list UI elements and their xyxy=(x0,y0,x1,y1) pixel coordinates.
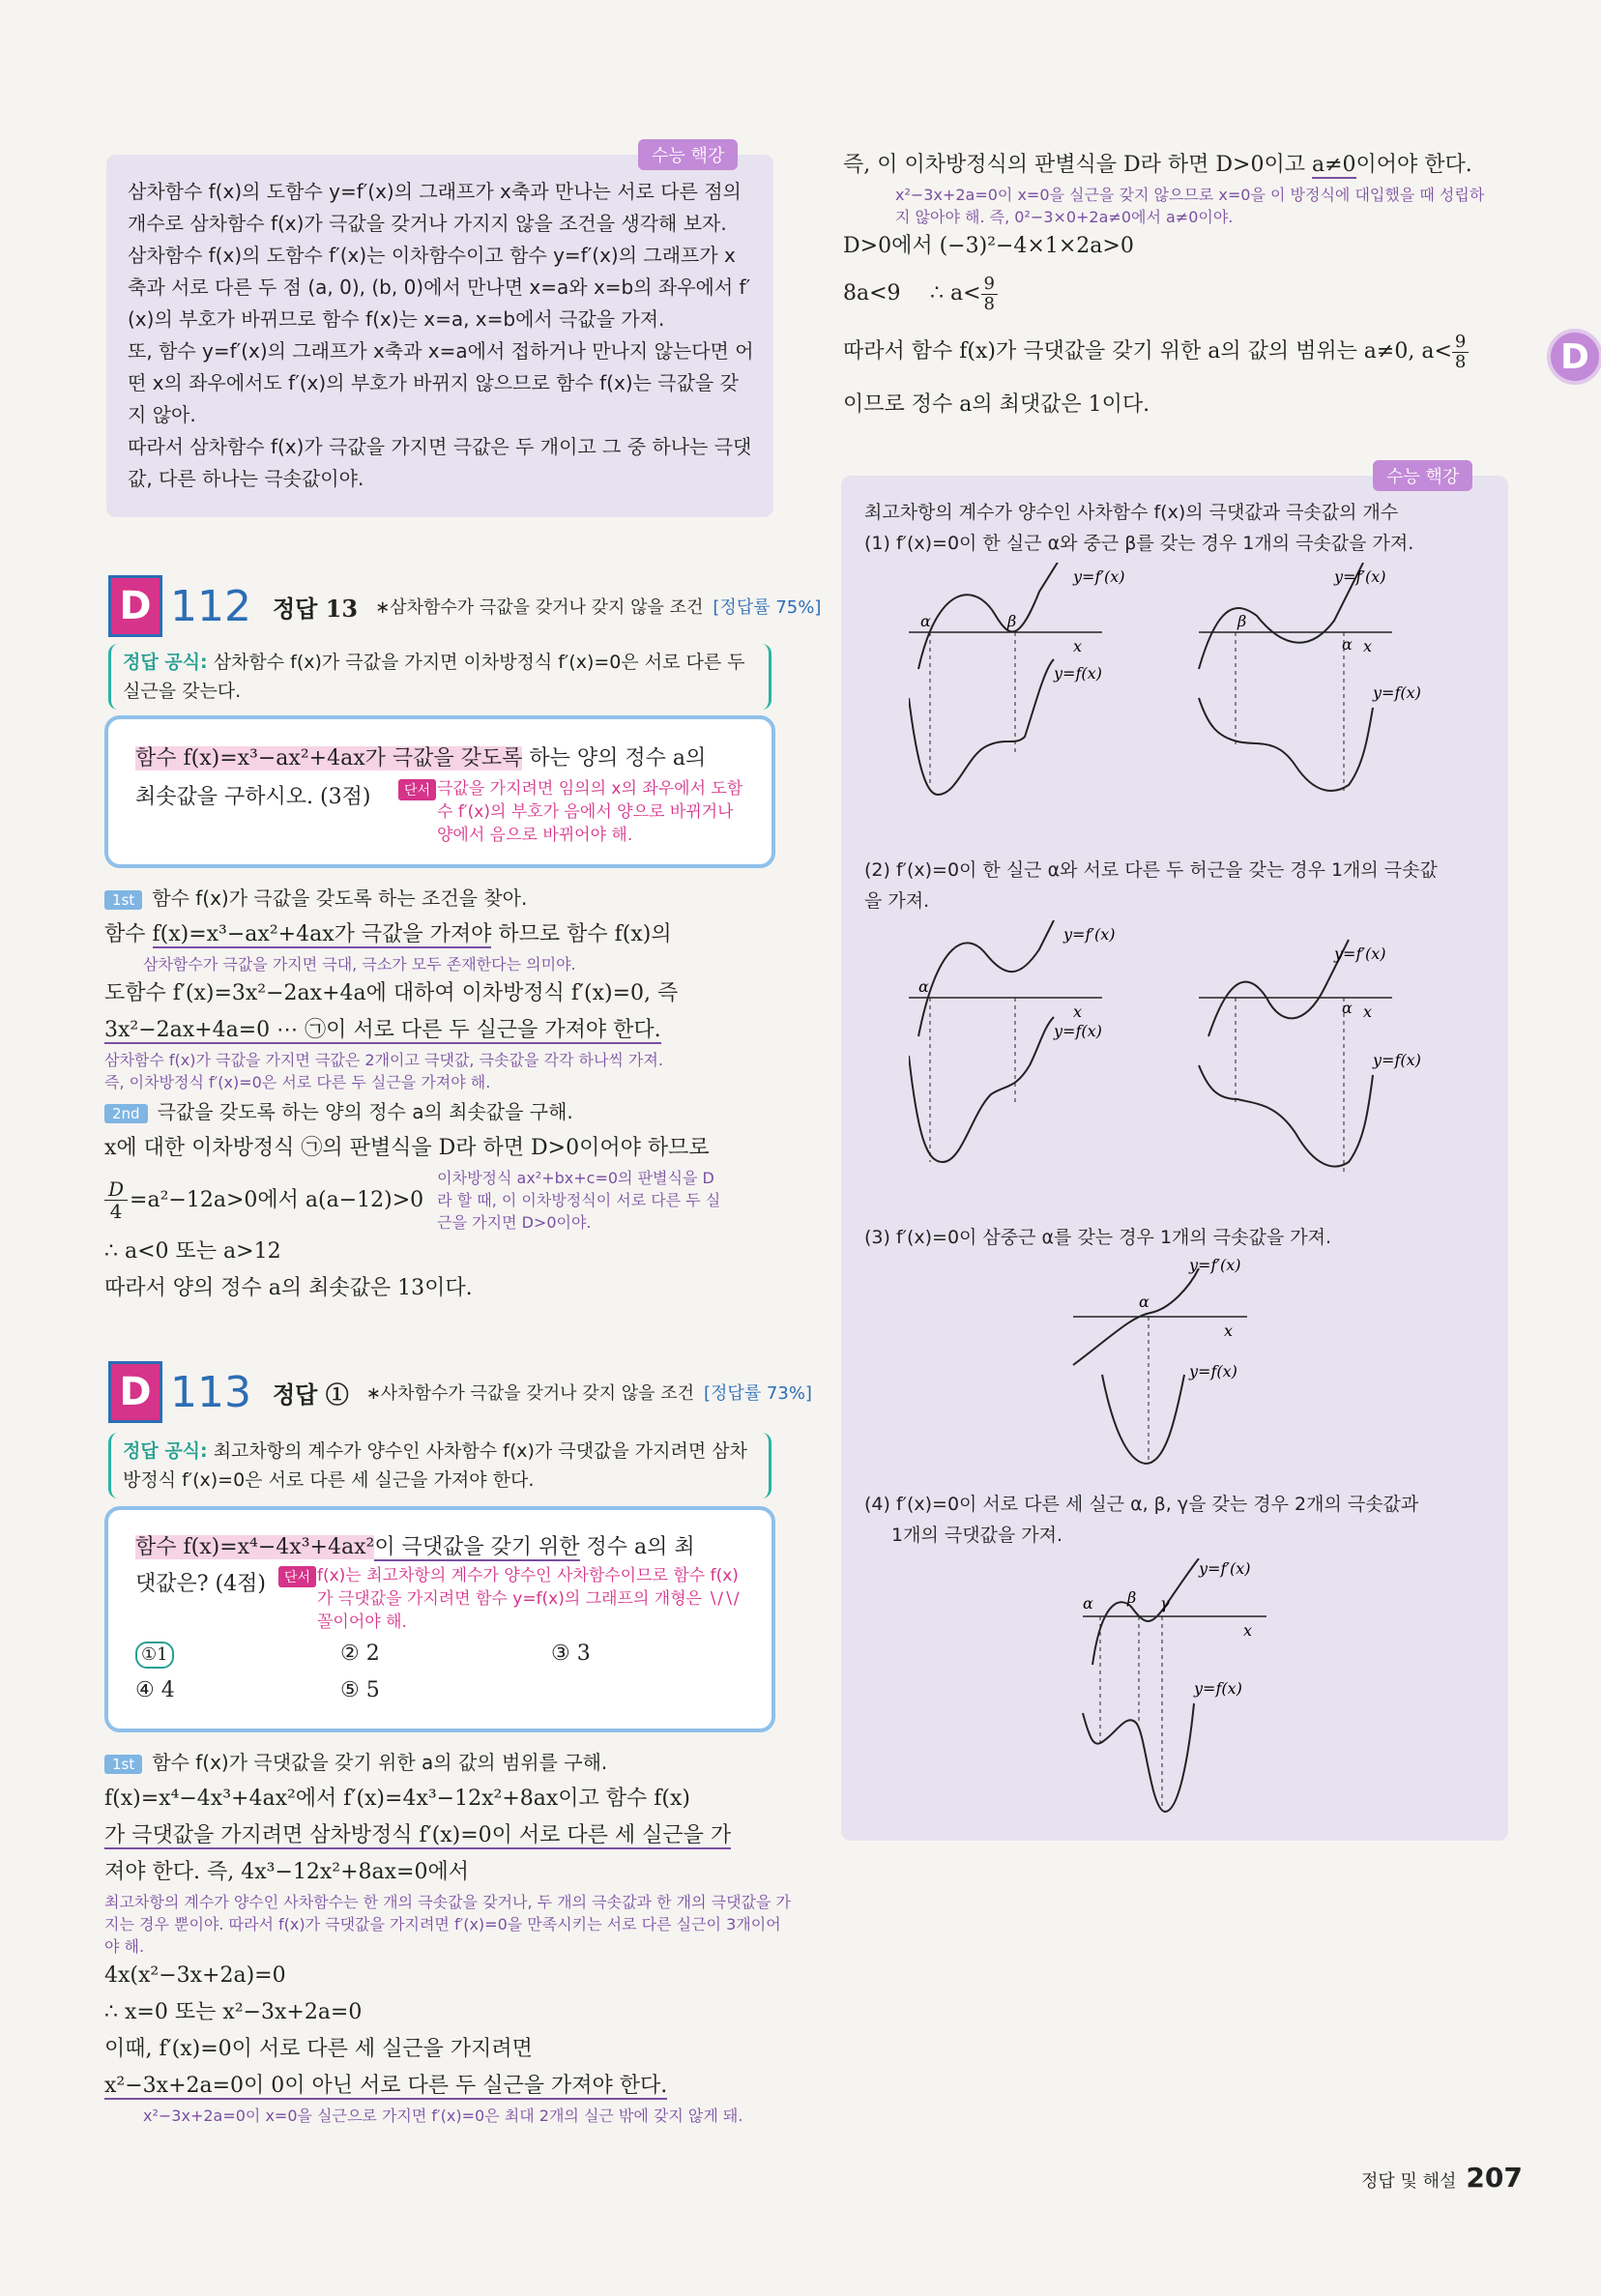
clue-note: 극값을 가지려면 임의의 x의 좌우에서 도함수 f′(x)의 부호가 음에서 양으로 바뀌거나 양에서 음으로 바뀌어야 해. xyxy=(437,779,743,845)
chapter-badge: D xyxy=(108,575,162,637)
step-title: 함수 f(x)가 극값을 갖도록 하는 조건을 찾아. xyxy=(152,886,528,910)
clue-tag: 단서 xyxy=(278,1566,316,1587)
derivative-curve xyxy=(918,563,1063,669)
derivative-curve xyxy=(918,920,1054,1036)
fp-label: y=f′(x) xyxy=(1073,567,1125,586)
right-line: 따라서 함수 f(x)가 극댓값을 갖기 위한 a의 값의 범위는 a≠0, a< xyxy=(843,339,1452,363)
footer-label: 정답 및 해설 xyxy=(1361,2171,1457,2192)
fraction-numerator: D xyxy=(104,1178,128,1201)
right-line: 즉, 이 이차방정식의 판별식을 D라 하면 D>0이고 xyxy=(843,153,1312,177)
alpha-label: α xyxy=(918,977,929,996)
f-label: y=f(x) xyxy=(1189,1362,1237,1381)
question-text: 하는 양의 정수 a의 xyxy=(522,746,707,770)
page-footer xyxy=(1361,2162,1523,2194)
fraction-numerator: 9 xyxy=(981,275,998,295)
concept-paragraph: 또, 함수 y=f′(x)의 그래프가 x축과 x=a에서 접하거나 만나지 않는다면 어떤 x의 좌우에서도 f′(x)의 부호가 바뀌지 않으므로 함수 f(x)는 극값을 갖지 않아. xyxy=(128,339,754,426)
beta-label: β xyxy=(1237,612,1247,630)
case-4-text: (4) f′(x)=0이 서로 다른 세 실근 α, β, γ을 갖는 경우 2개의 극솟값과 xyxy=(864,1494,1419,1515)
solution-text: 하므로 함수 f(x)의 xyxy=(491,922,672,946)
case-1-graphs xyxy=(909,563,1470,833)
derivative-curve xyxy=(1208,940,1349,1036)
solution-line: 져야 한다. 즉, 4x³−12x²+8ax=0에서 xyxy=(104,1860,469,1884)
top-concept-box xyxy=(106,146,773,517)
case-4-text: 1개의 극댓값을 가져. xyxy=(891,1525,1063,1546)
answer-formula xyxy=(108,1433,771,1498)
f-label: y=f(x) xyxy=(1373,1051,1421,1069)
concept-paragraph: 따라서 삼차함수 f(x)가 극값을 가지면 극값은 두 개이고 그 중 하나는 극댓값, 다른 하나는 극솟값이야. xyxy=(128,435,752,490)
choice-label: ①1 xyxy=(135,1642,174,1669)
case-3-graph xyxy=(1054,1259,1305,1481)
chapter-side-tab: D xyxy=(1547,329,1601,385)
question-112-header xyxy=(108,575,821,637)
fp-label: y=f′(x) xyxy=(1063,925,1116,944)
formula-label: 정답 공식: xyxy=(123,1440,208,1462)
question-number: 113 xyxy=(170,1367,251,1417)
case-2-right-graph xyxy=(1199,940,1421,1172)
question-text: 정수 a의 최 xyxy=(579,1535,695,1559)
solution-note: 즉, 이차방정식 f′(x)=0은 서로 다른 두 실근을 가져야 해. xyxy=(104,1073,491,1091)
beta-label: β xyxy=(1127,1588,1137,1607)
solution-note: 삼차함수가 극값을 가지면 극대, 극소가 모두 존재한다는 의미야. xyxy=(143,955,576,974)
fraction-denominator: 8 xyxy=(1454,351,1467,372)
concept-paragraph: 삼차함수 f(x)의 도함수 f′(x)는 이차함수이고 함수 y=f′(x)의 그래프가 x축과 서로 다른 두 점 (a, 0), (b, 0)에서 만나면 x=a와 x=b의 좌우에서 f′(x)의 부호가 바뀌므로 함수 f(x)는 x=a, x=b에서 극값을 가져. xyxy=(128,244,751,331)
solution-line: ∴ x=0 또는 x²−3x+2a=0 xyxy=(104,2000,363,2024)
axis-x-label: x xyxy=(1073,637,1083,655)
fraction-numerator: 9 xyxy=(1452,333,1469,353)
f-label: y=f(x) xyxy=(1054,664,1102,683)
fp-label: y=f′(x) xyxy=(1334,945,1386,963)
solution-underline: x²−3x+2a=0이 0이 아닌 서로 다른 두 실근을 가져야 한다. xyxy=(104,2074,668,2098)
alpha-label: α xyxy=(1342,635,1353,654)
solution-note: x²−3x+2a=0이 x=0을 실근으로 가지면 f′(x)=0은 최대 2개의 실근 밖에 갖지 않게 돼. xyxy=(143,2107,743,2125)
question-underline: 이 극댓값을 갖기 위한 xyxy=(374,1535,580,1559)
answer-formula xyxy=(108,644,771,710)
concept-paragraph: 삼차함수 f(x)의 도함수 y=f′(x)의 그래프가 x축과 만나는 서로 다른 점의 개수로 삼차함수 f(x)가 극값을 갖거나 가지지 않을 조건을 생각해 보자. xyxy=(128,180,742,235)
alpha-label: α xyxy=(1139,1293,1150,1311)
formula-label: 정답 공식: xyxy=(123,652,208,673)
fp-label: y=f′(x) xyxy=(1334,567,1386,586)
function-curve xyxy=(1102,1375,1184,1464)
choice-1[interactable] xyxy=(135,1636,174,1672)
solution-text: 함수 xyxy=(104,922,153,946)
case-2-left-graph xyxy=(909,920,1116,1162)
question-line2: 댓값은? (4점) xyxy=(135,1572,266,1596)
solution-note: 최고차항의 계수가 양수인 사차함수는 한 개의 극솟값을 갖거나, 두 개의 극솟값과 한 개의 극댓값을 가지는 경우 뿐이야. 따라서 f(x)가 극댓값을 가지려면 f′(x)=0을 만족시키는 서로 다른 실근이 3개이어야 해. xyxy=(104,1893,791,1956)
clue-note: f(x)는 최고차항의 계수가 양수인 사차함수이므로 함수 f(x)가 극댓값을 가지려면 함수 y=f(x)의 그래프의 개형은 ∖∕∖∕ 꼴이어야 해. xyxy=(317,1566,740,1632)
clue-tag: 단서 xyxy=(398,779,436,800)
alpha-label: α xyxy=(1342,999,1353,1017)
solution-line: ∴ a<0 또는 a>12 xyxy=(104,1239,281,1264)
choice-2[interactable]: ② 2 xyxy=(340,1642,380,1666)
alpha-label: α xyxy=(1083,1594,1093,1613)
right-note: x²−3x+2a=0이 x=0을 실근을 갖지 않으므로 x=0을 이 방정식에 대입했을 때 성립하지 않아야 해. 즉, 0²−3×0+2a≠0에서 a≠0이야. xyxy=(895,186,1485,226)
concept-tag: 수능 핵강 xyxy=(638,139,738,170)
fraction-denominator: 4 xyxy=(109,1200,123,1223)
beta-label: β xyxy=(1007,612,1017,630)
quartic-concept-box xyxy=(841,467,1508,1841)
solution-line: =a²−12a>0에서 a(a−12)>0 xyxy=(130,1187,424,1212)
question-113-box xyxy=(104,1506,775,1732)
axis-x-label: x xyxy=(1243,1621,1253,1640)
answer-label: 정답 ① xyxy=(272,1380,349,1409)
solution-line: 도함수 f′(x)=3x²−2ax+4a에 대하여 이차방정식 f′(x)=0, 즉 xyxy=(104,981,679,1005)
step-label: 1st xyxy=(104,1755,142,1774)
axis-x-label: x xyxy=(1363,637,1373,655)
question-113-header xyxy=(108,1361,812,1423)
case-3-text: (3) f′(x)=0이 삼중근 α를 갖는 경우 1개의 극솟값을 가져. xyxy=(864,1227,1331,1248)
gamma-label: γ xyxy=(1160,1594,1170,1613)
formula-text: 최고차항의 계수가 양수인 사차함수 f(x)가 극댓값을 가지려면 삼차방정식 f′(x)=0은 서로 다른 세 실근을 가져야 한다. xyxy=(123,1440,747,1491)
function-curve xyxy=(1199,1065,1373,1167)
case-2-text: (2) f′(x)=0이 한 실근 α와 서로 다른 두 허근을 갖는 경우 1개의 극솟값 xyxy=(864,859,1438,881)
right-line: D>0에서 (−3)²−4×1×2a>0 xyxy=(843,234,1134,258)
f-label: y=f(x) xyxy=(1373,683,1421,702)
answer-label: 정답 13 xyxy=(272,594,359,623)
right-line: 8a<9 xyxy=(843,281,901,305)
topic-label: ∗사차함수가 극값을 갖거나 갖지 않을 조건 xyxy=(365,1383,695,1404)
question-highlight: 함수 f(x)=x⁴−4x³+4ax² xyxy=(135,1535,375,1559)
fp-label: y=f′(x) xyxy=(1199,1559,1251,1578)
solution-line: f(x)=x⁴−4x³+4ax²에서 f′(x)=4x³−12x²+8ax이고 함수 f(x) xyxy=(104,1787,690,1811)
solution-note: 이차방정식 ax²+bx+c=0의 판별식을 D라 할 때, 이 이차방정식이 서로 다른 두 실근을 가지면 D>0이야. xyxy=(437,1169,721,1232)
solution-underline: 3x²−2ax+4a=0 ⋯ ㉠이 서로 다른 두 실근을 가져야 한다. xyxy=(104,1018,661,1042)
axis-x-label: x xyxy=(1224,1322,1234,1340)
case-4-graph xyxy=(1073,1558,1334,1829)
formula-text: 삼차함수 f(x)가 극값을 가지면 이차방정식 f′(x)=0은 서로 다른 두 실근을 갖는다. xyxy=(123,652,745,702)
choice-4[interactable]: ④ 4 xyxy=(135,1678,175,1702)
question-number: 112 xyxy=(170,581,251,631)
concept-tag: 수능 핵강 xyxy=(1373,460,1472,491)
case-2-text: 을 가져. xyxy=(864,890,930,912)
step-label: 2nd xyxy=(104,1104,148,1123)
fraction-denominator: 8 xyxy=(983,293,995,314)
solution-line: 이때, f′(x)=0이 서로 다른 세 실근을 가지려면 xyxy=(104,2037,533,2061)
chapter-badge: D xyxy=(108,1361,162,1423)
step-title: 극값을 갖도록 하는 양의 정수 a의 최솟값을 구해. xyxy=(157,1100,573,1123)
function-curve xyxy=(1199,698,1373,791)
solution-line: x에 대한 이차방정식 ㉠의 판별식을 D라 하면 D>0이어야 하므로 xyxy=(104,1136,710,1160)
right-line: 이므로 정수 a의 최댓값은 1이다. xyxy=(843,392,1150,417)
case-1-left-graph xyxy=(909,563,1125,795)
right-underline: a≠0 xyxy=(1311,153,1356,177)
f-label: y=f(x) xyxy=(1194,1679,1242,1698)
accuracy-rate: [정답률 75%] xyxy=(713,597,822,618)
right-line: ∴ a< xyxy=(930,281,981,305)
topic-label: ∗삼차함수가 극값을 갖거나 갖지 않을 조건 xyxy=(375,597,704,618)
case-1-text: (1) f′(x)=0이 한 실근 α와 중근 β를 갖는 경우 1개의 극솟값을 가져. xyxy=(864,533,1414,554)
case-2-graphs xyxy=(909,920,1470,1201)
question-highlight: 함수 f(x)=x³−ax²+4ax가 극값을 갖도록 xyxy=(135,746,523,770)
solution-underline: 가 극댓값을 가지려면 삼차방정식 f′(x)=0이 서로 다른 세 실근을 가 xyxy=(104,1823,732,1847)
axis-x-label: x xyxy=(1073,1003,1083,1021)
solution-line: 4x(x²−3x+2a)=0 xyxy=(104,1963,286,1988)
step-title: 함수 f(x)가 극댓값을 갖기 위한 a의 값의 범위를 구해. xyxy=(152,1751,608,1774)
question-line2: 최솟값을 구하시오. (3점) xyxy=(135,785,371,809)
choice-5[interactable]: ⑤ 5 xyxy=(340,1678,380,1702)
derivative-curve xyxy=(1092,1558,1199,1665)
axis-x-label: x xyxy=(1363,1003,1373,1021)
step-label: 1st xyxy=(104,890,142,910)
solution-underline: f(x)=x³−ax²+4ax가 극값을 가져야 xyxy=(152,922,492,946)
right-line: 이어야 한다. xyxy=(1355,153,1472,177)
case-1-right-graph xyxy=(1199,563,1421,795)
accuracy-rate: [정답률 73%] xyxy=(704,1383,812,1404)
page-number: 207 xyxy=(1466,2162,1523,2194)
box-title: 최고차항의 계수가 양수인 사차함수 f(x)의 극댓값과 극솟값의 개수 xyxy=(864,502,1399,523)
f-label: y=f(x) xyxy=(1054,1022,1102,1040)
alpha-label: α xyxy=(920,612,931,630)
solution-note: 삼차함수 f(x)가 극값을 가지면 극값은 2개이고 극댓값, 극솟값을 각각 하나씩 가져. xyxy=(104,1051,663,1069)
solution-line: 따라서 양의 정수 a의 최솟값은 13이다. xyxy=(104,1276,473,1300)
question-112-box xyxy=(104,715,775,868)
choice-3[interactable]: ③ 3 xyxy=(551,1642,591,1666)
fp-label: y=f′(x) xyxy=(1189,1259,1241,1274)
